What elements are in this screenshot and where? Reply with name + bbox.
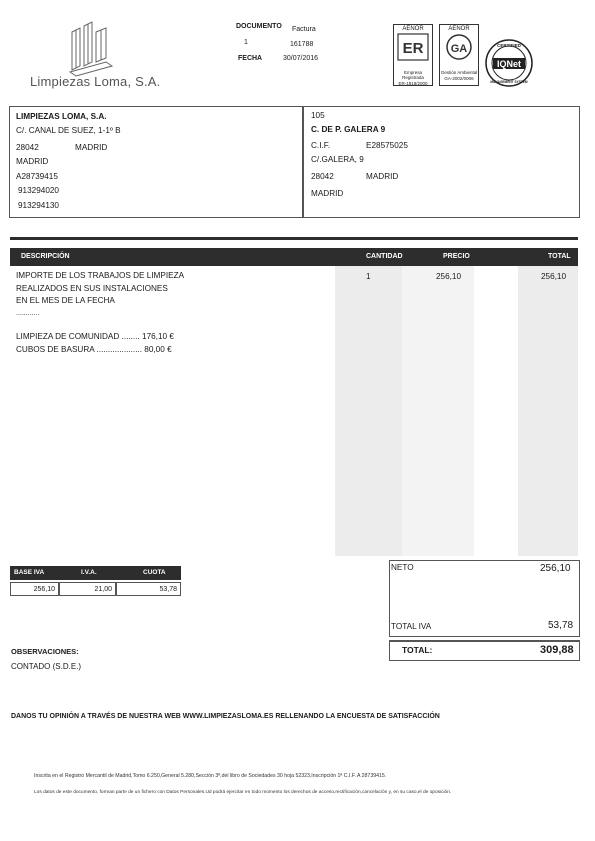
- badge-code: GA-2002/0006: [444, 76, 474, 81]
- vat-label: TOTAL IVA: [391, 622, 432, 631]
- issuer-name: LIMPIEZAS LOMA, S.A.: [16, 112, 107, 121]
- tax-header-iva: I.V.A.: [81, 569, 97, 576]
- line-details: [16, 331, 174, 356]
- survey-text: DANOS TU OPINIÓN A TRAVÉS DE NUESTRA WEB WWW.LIMPIEZASLOMA.ES RELLENANDO LA ENCUESTA DE SATISFACCIÓN: [11, 713, 440, 720]
- badge-mark-text: ER: [402, 40, 424, 57]
- ga-mark-icon: [440, 32, 478, 64]
- issuer-address: C/. CANAL DE SUEZ, 1-1º B: [16, 126, 121, 135]
- issuer-fax: 913294130: [18, 201, 59, 210]
- price-column: [402, 266, 474, 556]
- observations-text: CONTADO (S.D.E.): [11, 662, 82, 671]
- description-line: REALIZADOS EN SUS INSTALACIONES: [16, 283, 168, 293]
- description-line: IMPORTE DE LOS TRABAJOS DE LIMPIEZA: [16, 271, 185, 280]
- total-column: [518, 266, 578, 556]
- tax-base-value: 256,10: [10, 582, 59, 596]
- badge-top-label: AENOR: [448, 26, 470, 32]
- lines-table-header: [10, 248, 578, 266]
- date-value: 30/07/2016: [283, 55, 319, 62]
- badge-caption: Gestión Ambiental: [440, 70, 478, 75]
- line-price: 256,10: [436, 272, 462, 281]
- vat-value: 53,78: [548, 620, 574, 631]
- er-mark-icon: [394, 32, 432, 64]
- description-line: EN EL MES DE LA FECHA: [16, 296, 115, 305]
- quantity-column: [335, 266, 402, 556]
- client-address: C/.GALERA, 9: [311, 155, 364, 164]
- iqnet-top-text: CERTIFIED: [497, 43, 521, 48]
- badge-caption: Empresa Registrada: [402, 70, 424, 80]
- company-logo-icon: [62, 18, 122, 78]
- total-value: 309,88: [540, 644, 574, 656]
- detail-line: CUBOS DE BASURA .................... 80,00 €: [16, 344, 172, 354]
- header-total: TOTAL: [548, 253, 571, 260]
- client-city: MADRID: [366, 172, 399, 181]
- client-province: MADRID: [311, 189, 344, 198]
- line-quantity: 1: [366, 272, 371, 281]
- iqnet-badge-icon: [484, 38, 534, 88]
- detail-line: LIMPIEZA DE COMUNIDAD ........ 176,10 €: [16, 332, 174, 341]
- table-top-rule: [10, 237, 578, 240]
- net-value: 256,10: [540, 563, 571, 574]
- issuer-postal-code: 28042: [16, 143, 39, 152]
- registry-text: Inscrita en el Registro Mercantil de Madrid,Tomo 6.250,General 5.280,Sección 3ª,del libro de Sociedades 30 hoja 52323,Inscripción 1ª C.I.F. A 28739415.: [34, 773, 387, 779]
- tax-iva-value: 21,00: [59, 582, 116, 596]
- header-price: PRECIO: [443, 253, 470, 260]
- net-label: NETO: [391, 563, 414, 572]
- issuer-city: MADRID: [75, 143, 108, 152]
- client-postal-code: 28042: [311, 172, 334, 181]
- tax-cuota-value: 53,78: [116, 582, 181, 596]
- issuer-tax-id: A28739415: [16, 172, 58, 181]
- client-cif-label: C.I.F.: [311, 141, 331, 150]
- badge-top-label: AENOR: [402, 26, 424, 32]
- document-type: Factura: [292, 26, 316, 33]
- tax-header-cuota: CUOTA: [143, 569, 166, 576]
- company-logo-text: Limpiezas Loma, S.A.: [30, 74, 161, 89]
- observations-label: OBSERVACIONES:: [11, 647, 79, 656]
- iqnet-mark-text: IQNet: [496, 59, 522, 69]
- iqnet-caption-text: MANAGEMENT SYSTEM: [490, 80, 528, 84]
- tax-header-base: BASE IVA: [14, 569, 45, 576]
- header-description: DESCRIPCIÓN: [21, 253, 70, 260]
- total-label: TOTAL:: [402, 645, 433, 655]
- issuer-phone: 913294020: [18, 186, 59, 195]
- document-series: 1: [244, 39, 248, 46]
- document-label: DOCUMENTO: [236, 23, 282, 30]
- badge-code: ER-1818/2000: [398, 81, 428, 86]
- aenor-ga-badge: [439, 24, 479, 86]
- line-total: 256,10: [541, 272, 567, 281]
- document-number: 161788: [290, 41, 314, 48]
- client-cif: E28575025: [366, 141, 408, 150]
- badge-mark-text: GA: [450, 43, 468, 55]
- issuer-province: MADRID: [16, 157, 49, 166]
- privacy-text: Los datos de este documento, forman parte de un fichero con Datos Personales.Ud podrá ejercitar en todo momento los derechos de acceso,rectificación,cancelación y, en su caso,el de oposición.: [34, 790, 452, 795]
- client-code: 105: [311, 111, 325, 120]
- aenor-er-badge: [393, 24, 433, 86]
- line-description: [16, 270, 184, 320]
- header-quantity: CANTIDAD: [366, 253, 403, 260]
- client-name: C. DE P. GALERA 9: [311, 125, 386, 134]
- date-label: FECHA: [238, 55, 263, 62]
- description-line: ............: [16, 309, 40, 317]
